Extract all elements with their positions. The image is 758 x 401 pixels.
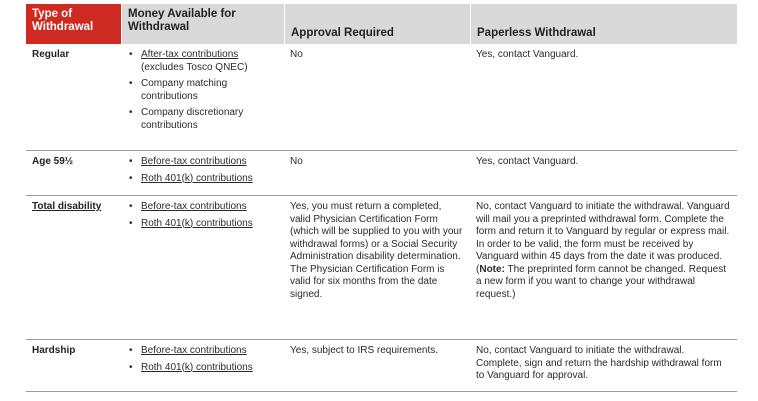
approval-cell: No bbox=[290, 49, 303, 60]
list-item: • After-tax contributions (excludes Tosco QNEC) bbox=[127, 49, 278, 74]
approval-cell: Yes, you must return a completed, valid Physician Certification Form (which will be supplied to you with your withdrawal forms) or a Social Security Administration disability determination. The Physician Certification Form is valid for six months from the date signed. bbox=[290, 201, 463, 300]
row-type-label: Age 59½ bbox=[32, 156, 74, 167]
paperless-cell: No, contact Vanguard to initiate the withdrawal. Vanguard will mail you a preprinted withdrawal form. Complete the form and return it to Vanguard by regular or express mail. In order to be valid, the form must be received by Vanguard within 45 days from the date it was produced. (Note: The preprinted form cannot be changed. Request a new form if you want to change your withdrawal request.) bbox=[476, 201, 730, 300]
table-row-total-disability bbox=[26, 196, 737, 340]
list-item: • Company discretionary contributions bbox=[127, 107, 278, 132]
after-tax-contributions-link[interactable]: After-tax contributions bbox=[141, 49, 239, 60]
list-item bbox=[127, 345, 278, 358]
approval-cell: No bbox=[290, 156, 303, 167]
money-available-cell bbox=[121, 151, 284, 195]
paperless-cell: No, contact Vanguard to initiate the withdrawal. Complete, sign and return the hardship withdrawal form to Vanguard for approval. bbox=[476, 345, 722, 381]
table-row-hardship bbox=[26, 340, 737, 392]
list-item bbox=[127, 218, 278, 231]
paperless-cell: Yes, contact Vanguard. bbox=[476, 156, 579, 167]
money-available-cell bbox=[121, 44, 284, 150]
header-paperless-withdrawal: Paperless Withdrawal bbox=[470, 4, 737, 44]
row-type-label: Regular bbox=[32, 49, 70, 60]
list-item bbox=[127, 173, 278, 186]
money-available-cell bbox=[121, 340, 284, 391]
list-item bbox=[127, 362, 278, 375]
note-label: Note: bbox=[479, 263, 505, 275]
list-item: • Company matching contributions bbox=[127, 78, 278, 103]
before-tax-contributions-link[interactable]: Before-tax contributions bbox=[141, 201, 247, 212]
table-row-regular bbox=[26, 44, 737, 151]
money-available-cell bbox=[121, 196, 284, 339]
row-type-label: Hardship bbox=[32, 345, 76, 356]
before-tax-contributions-link[interactable]: Before-tax contributions bbox=[141, 345, 247, 356]
list-item bbox=[127, 156, 278, 169]
roth-401k-contributions-link[interactable]: Roth 401(k) contributions bbox=[141, 361, 253, 373]
header-money-available: Money Available for Withdrawal bbox=[121, 4, 284, 44]
paperless-cell: Yes, contact Vanguard. bbox=[476, 49, 579, 60]
roth-401k-contributions-link[interactable]: Roth 401(k) contributions bbox=[141, 172, 253, 184]
header-approval-required: Approval Required bbox=[284, 4, 470, 44]
table-row-age-59 bbox=[26, 151, 737, 196]
total-disability-link[interactable]: Total disability bbox=[32, 201, 102, 212]
roth-401k-contributions-link[interactable]: Roth 401(k) contributions bbox=[141, 217, 253, 229]
before-tax-contributions-link[interactable]: Before-tax contributions bbox=[141, 156, 247, 167]
table-header bbox=[26, 4, 737, 44]
list-item bbox=[127, 201, 278, 214]
approval-cell: Yes, subject to IRS requirements. bbox=[290, 345, 439, 356]
withdrawal-table bbox=[26, 4, 737, 392]
header-type-of-withdrawal: Type of Withdrawal bbox=[26, 4, 121, 44]
